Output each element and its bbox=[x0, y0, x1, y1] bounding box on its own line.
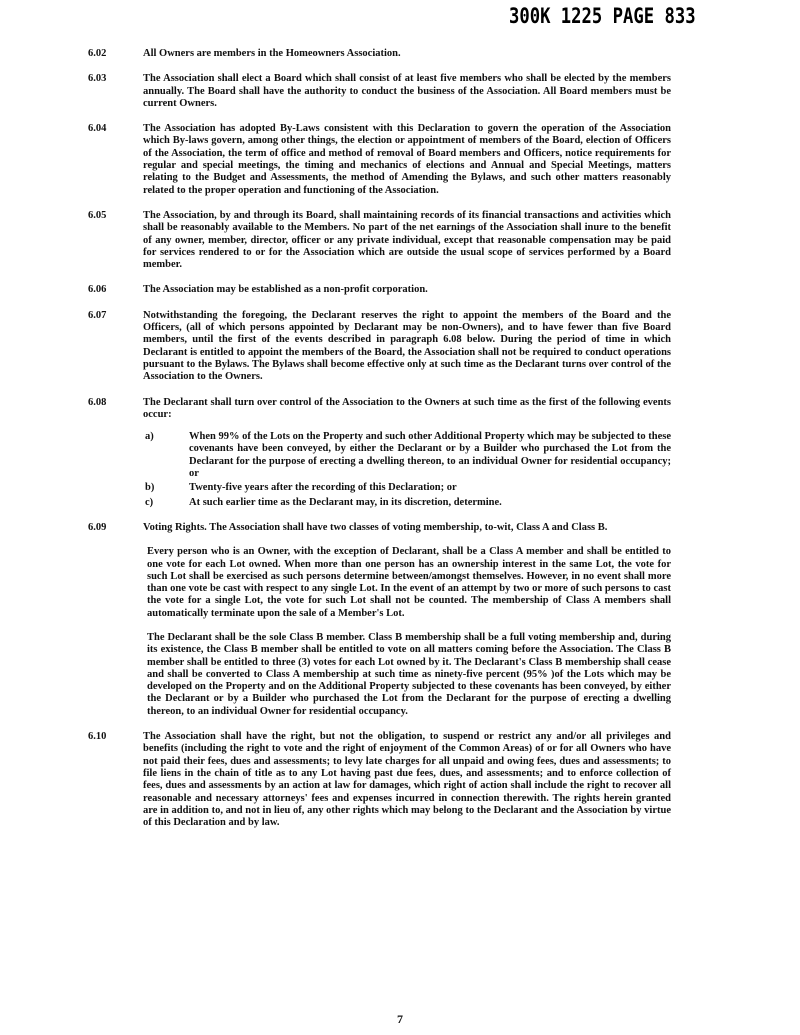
section-6-09 bbox=[0, 522, 800, 718]
section-6-08 bbox=[0, 397, 800, 509]
list-item-text: When 99% of the Lots on the Property and such other Additional Property which may be subjected to these covenants have been conveyed, by either the Declarant or by a Builder who purchased the Lot from the Declarant for the purpose of erecting a dwelling thereon, to an individual Owner for residential occupancy; or bbox=[189, 431, 671, 480]
page-number: 7 bbox=[397, 1012, 403, 1026]
list-item bbox=[0, 482, 800, 494]
book-page-stamp: 300K 1225 PAGE 833 bbox=[509, 4, 696, 28]
section-text: Voting Rights. The Association shall have two classes of voting membership, to-wit, Class A and Class B. bbox=[143, 521, 608, 533]
section-text: The Association shall have the right, but not the obligation, to suspend or restrict any and/or all privileges and benefits (including the right to vote and the right of enjoyment of the Common Areas) of or for all Owners who have not paid their fees, dues and assessments; to levy late charges for all unpaid and owing fees, dues and assessments; to file liens in the chain of title as to any Lot having past due fees, dues, and assessments; and to enforce collection of fees, dues and assessments by an action at law for damages, which right of action shall include the right to recover all reasonable and necessary attorneys' fees and expenses incurred in connection therewith. The rights herein granted are in addition to, and not in lieu of, any other rights which may belong to the Declarant and the Association by virtue of this Declaration and by law. bbox=[143, 731, 671, 829]
list-item-text: At such earlier time as the Declarant may, in its discretion, determine. bbox=[189, 496, 502, 508]
list-marker: b) bbox=[145, 482, 155, 494]
section-text: The Association, by and through its Board, shall maintaining records of its financial transactions and activities which shall be reasonably available to the Members. No part of the net earnings of the Association shall inure to the benefit of any owner, member, director, officer or any private individual, except that reasonable compensation may be paid for services rendered to or for the Association which are outside the usual scope of services performed by a Board member. bbox=[143, 209, 671, 271]
section-6-10 bbox=[0, 731, 800, 829]
section-6-07 bbox=[0, 310, 800, 384]
section-number: 6.10 bbox=[88, 731, 107, 743]
section-text: The Association may be established as a non-profit corporation. bbox=[143, 284, 428, 296]
section-6-04 bbox=[0, 123, 800, 197]
section-text: All Owners are members in the Homeowners Association. bbox=[143, 48, 401, 59]
list-marker: c) bbox=[145, 496, 154, 508]
section-number: 6.07 bbox=[88, 309, 107, 321]
section-number: 6.08 bbox=[88, 396, 107, 408]
section-text: The Association has adopted By-Laws consistent with this Declaration to govern the operation of the Association which By-laws govern, among other things, the election or appointment of members of the Board, election of Officers of the Association, the term of office and method of removal of Board members and Officers, notice requirements for regular and special meetings, the timing and mechanics of elections and Annual and Special Meetings, matters relating to the Budget and Assessments, the method of Amending the Bylaws, and such other matters reasonably related to the proper operation and functioning of the Association. bbox=[143, 123, 671, 196]
section-number: 6.03 bbox=[88, 73, 107, 85]
section-text: Notwithstanding the foregoing, the Declarant reserves the right to appoint the members of the Board and the Officers, (all of which persons appointed by Declarant may be non-Owners), and to have fewer than five Board members, until the first of the events described in paragraph 6.08 below. During the period of time in which Declarant is entitled to appoint the members of the Board, the Association shall not be required to conduct operations pursuant to the Bylaws. The Bylaws shall become effective only at such time as the Declarant turns over control of the Association to the Owners. bbox=[143, 309, 671, 383]
section-number: 6.05 bbox=[88, 209, 107, 221]
class-a-paragraph: Every person who is an Owner, with the exception of Declarant, shall be a Class A member and shall be entitled to one vote for each Lot owned. When more than one person has an ownership interest in the same Lot, the vote for such Lot shall be exercised as such persons determine between/amongst themselves. However, in no event shall more than one vote be cast with respect to any single Lot. In the event of an attempt by two or more of such persons to cast the vote for a single Lot, the vote for such Lot shall not be counted. The membership of Class A members shall automatically terminate upon the sale of a Member's Lot. bbox=[147, 546, 671, 619]
turnover-events-list bbox=[0, 431, 800, 509]
section-text: The Association shall elect a Board which shall consist of at least five members who shall be elected by the members annually. The Board shall have the authority to conduct the business of the Association. All Board members must be current Owners. bbox=[143, 73, 671, 109]
section-6-03 bbox=[0, 73, 800, 110]
section-number: 6.06 bbox=[88, 284, 107, 296]
list-marker: a) bbox=[145, 431, 154, 443]
list-item bbox=[0, 431, 800, 480]
section-number: 6.02 bbox=[88, 48, 107, 59]
section-6-02 bbox=[0, 48, 800, 60]
list-item-text: Twenty-five years after the recording of this Declaration; or bbox=[189, 482, 457, 494]
section-number: 6.09 bbox=[88, 521, 107, 533]
section-number: 6.04 bbox=[88, 123, 107, 135]
list-item bbox=[0, 497, 800, 509]
section-6-05 bbox=[0, 210, 800, 271]
document-body bbox=[0, 48, 800, 842]
class-b-paragraph: The Declarant shall be the sole Class B member. Class B membership shall be a full voting membership and, during its existence, the Class B member shall be entitled to vote on all matters coming before the Association. The Class B member shall be entitled to three (3) votes for each Lot owned by it. The Declarant's Class B membership shall cease and shall be converted to Class A membership at such time as ninety-five percent (95% )of the Lots which may be developed on the Property and on the Additional Property subjected to these covenants has been conveyed, by either the Declarant or by a Builder who purchased the Lot from the Declarant for the purpose of erecting a dwelling thereon, to an individual Owner for residential occupancy. bbox=[147, 631, 671, 717]
section-text: The Declarant shall turn over control of the Association to the Owners at such time as the first of the following events occur: bbox=[143, 396, 671, 420]
section-6-06 bbox=[0, 284, 800, 296]
